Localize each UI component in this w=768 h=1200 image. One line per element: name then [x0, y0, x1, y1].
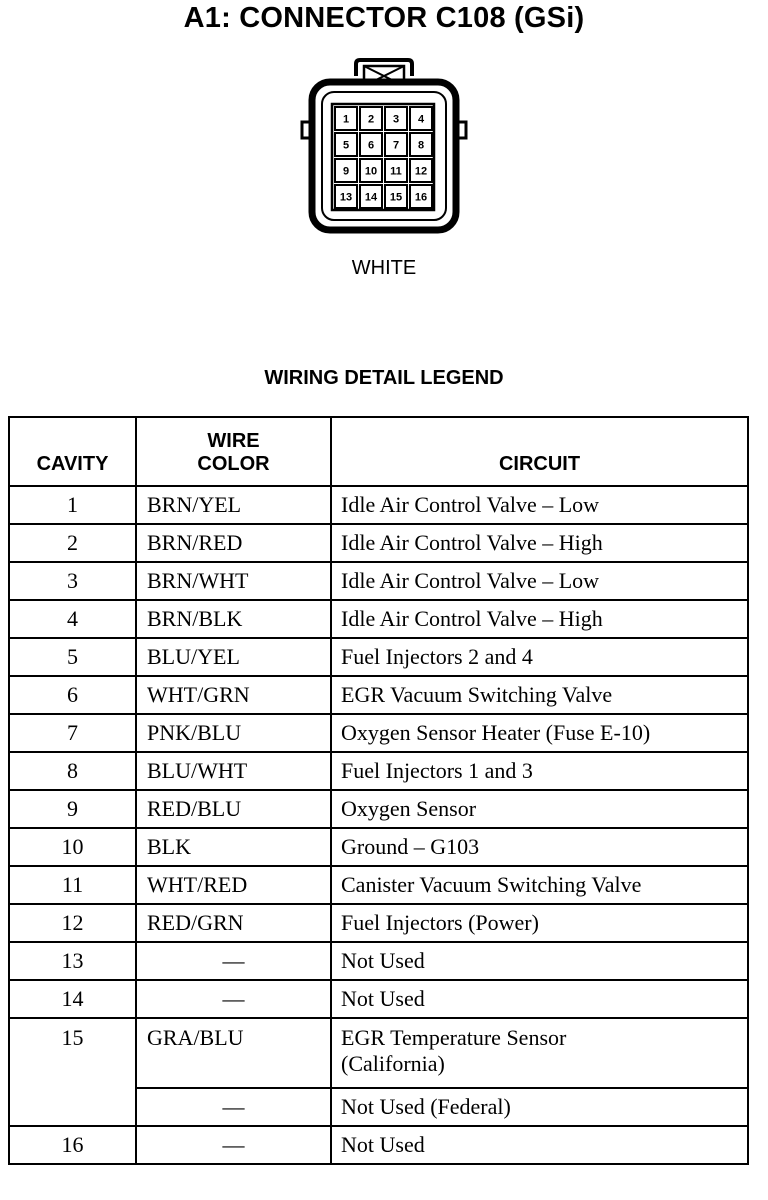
wire-color-cell: WHT/RED — [136, 866, 331, 904]
table-row — [9, 790, 748, 828]
circuit-cell: Not Used — [331, 942, 748, 980]
circuit-line1: EGR Temperature Sensor — [341, 1025, 567, 1050]
wire-color-cell: WHT/GRN — [136, 676, 331, 714]
wire-color-cell: BLK — [136, 828, 331, 866]
circuit-cell: Not Used — [331, 980, 748, 1018]
wire-color-cell: — — [136, 942, 331, 980]
cavity-cell: 14 — [9, 980, 136, 1018]
cavity-number: 3 — [392, 113, 400, 126]
circuit-cell: Idle Air Control Valve – High — [331, 524, 748, 562]
table-row — [9, 904, 748, 942]
cavity-cell: 4 — [9, 600, 136, 638]
circuit-cell: Not Used — [331, 1126, 748, 1164]
table-row — [9, 980, 748, 1018]
header-cavity: CAVITY — [9, 417, 136, 486]
connector-c108-diagram — [300, 58, 468, 236]
cavity-number: 15 — [389, 191, 403, 204]
table-row — [9, 866, 748, 904]
cavity-cell: 7 — [9, 714, 136, 752]
circuit-cell: Idle Air Control Valve – High — [331, 600, 748, 638]
wire-color-cell: BRN/YEL — [136, 486, 331, 524]
wire-color-cell: GRA/BLU — [136, 1018, 331, 1088]
cavity-cell: 5 — [9, 638, 136, 676]
header-wire-line1: WIRE — [207, 430, 260, 452]
wire-color-cell: — — [136, 980, 331, 1018]
table-row — [9, 714, 748, 752]
connector-color-label: WHITE — [351, 257, 417, 279]
cavity-cell: 9 — [9, 790, 136, 828]
cavity-number: 1 — [342, 113, 350, 126]
cavity-cell: 16 — [9, 1126, 136, 1164]
table-row — [9, 1126, 748, 1164]
wire-color-cell: PNK/BLU — [136, 714, 331, 752]
cavity-number: 14 — [364, 191, 378, 204]
circuit-cell: Oxygen Sensor Heater (Fuse E-10) — [331, 714, 748, 752]
wire-color-cell: — — [136, 1126, 331, 1164]
header-wire-line2: COLOR — [197, 453, 270, 475]
cavity-cell: 13 — [9, 942, 136, 980]
legend-title: WIRING DETAIL LEGEND — [264, 367, 504, 389]
cavity-number: 13 — [339, 191, 353, 204]
wire-color-cell: BLU/YEL — [136, 638, 331, 676]
cavity-cell: 11 — [9, 866, 136, 904]
table-row — [9, 524, 748, 562]
circuit-cell: Idle Air Control Valve – Low — [331, 562, 748, 600]
header-circuit: CIRCUIT — [331, 417, 748, 486]
table-row — [9, 1018, 748, 1088]
cavity-number: 12 — [414, 165, 428, 178]
cavity-cell: 10 — [9, 828, 136, 866]
cavity-number: 7 — [392, 139, 400, 152]
circuit-line2: (California) — [341, 1051, 445, 1076]
wire-color-cell: BRN/WHT — [136, 562, 331, 600]
table-row — [9, 828, 748, 866]
circuit-cell: Canister Vacuum Switching Valve — [331, 866, 748, 904]
page-title: A1: CONNECTOR C108 (GSi) — [183, 2, 585, 34]
cavity-cell: 15 — [9, 1018, 136, 1126]
circuit-cell: Idle Air Control Valve – Low — [331, 486, 748, 524]
table-row — [9, 562, 748, 600]
circuit-cell: Ground – G103 — [331, 828, 748, 866]
cavity-number: 11 — [390, 165, 402, 178]
table-row — [9, 638, 748, 676]
circuit-cell: Not Used (Federal) — [331, 1088, 748, 1126]
cavity-cell: 3 — [9, 562, 136, 600]
cavity-cell: 1 — [9, 486, 136, 524]
table-row — [9, 752, 748, 790]
cavity-number: 9 — [342, 165, 350, 178]
cavity-number: 4 — [417, 113, 425, 126]
circuit-cell: EGR Vacuum Switching Valve — [331, 676, 748, 714]
circuit-cell — [331, 1018, 748, 1088]
cavity-number: 5 — [342, 139, 350, 152]
circuit-cell: Fuel Injectors (Power) — [331, 904, 748, 942]
wire-color-cell: RED/BLU — [136, 790, 331, 828]
wire-color-cell: BRN/BLK — [136, 600, 331, 638]
wire-color-cell: — — [136, 1088, 331, 1126]
cavity-number: 6 — [367, 139, 375, 152]
table-row — [9, 600, 748, 638]
cavity-number: 10 — [364, 165, 378, 178]
circuit-cell: Oxygen Sensor — [331, 790, 748, 828]
wire-color-cell: BRN/RED — [136, 524, 331, 562]
cavity-number: 16 — [414, 191, 428, 204]
wiring-detail-table — [8, 416, 749, 1165]
table-row — [9, 486, 748, 524]
table-header-row — [9, 417, 748, 486]
wire-color-cell: BLU/WHT — [136, 752, 331, 790]
cavity-cell: 8 — [9, 752, 136, 790]
cavity-number: 2 — [367, 113, 375, 126]
cavity-cell: 12 — [9, 904, 136, 942]
circuit-cell: Fuel Injectors 2 and 4 — [331, 638, 748, 676]
cavity-cell: 2 — [9, 524, 136, 562]
table-row — [9, 676, 748, 714]
table-row — [9, 942, 748, 980]
cavity-number: 8 — [417, 139, 425, 152]
circuit-cell: Fuel Injectors 1 and 3 — [331, 752, 748, 790]
cavity-cell: 6 — [9, 676, 136, 714]
wire-color-cell: RED/GRN — [136, 904, 331, 942]
header-wire-color — [136, 417, 331, 486]
